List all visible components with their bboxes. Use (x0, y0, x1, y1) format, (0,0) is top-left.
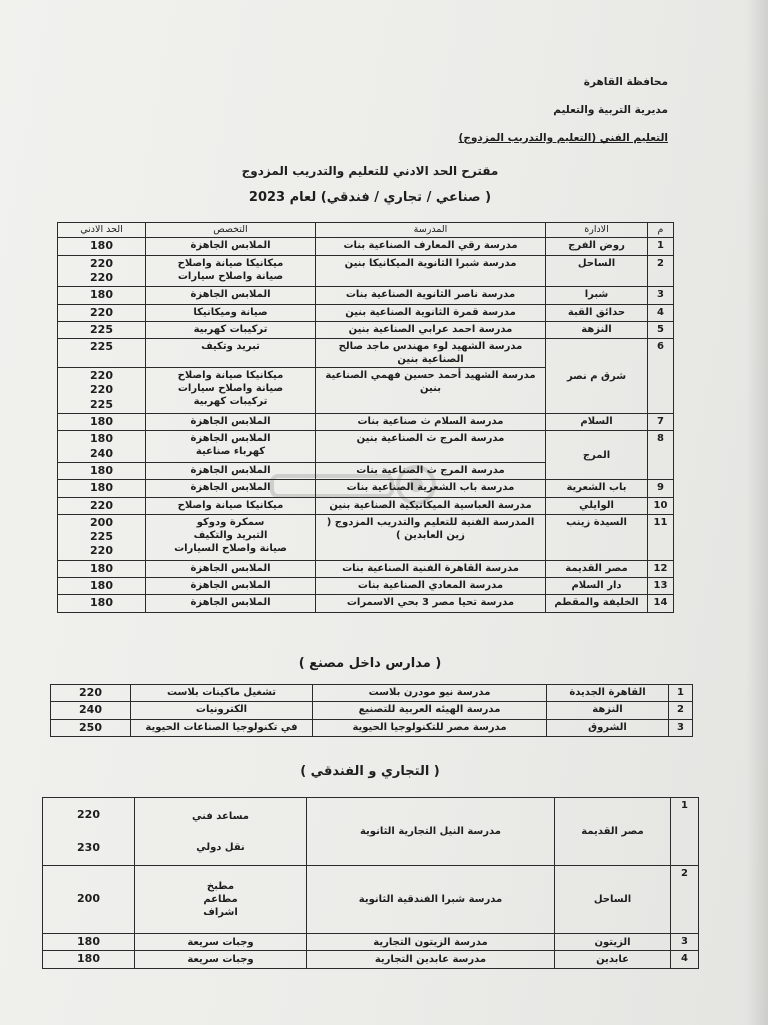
col-header-administration: الادارة (546, 223, 648, 238)
row-specialty-line: تركيبات كهربية (193, 396, 268, 408)
row-specialty-line: صيانة واصلاح السيارات (174, 542, 287, 554)
row-minimum-line: 220 (90, 498, 113, 512)
row-school: مدرسة الشهيد أحمد حسين فهمي الصناعية بنين (316, 368, 546, 414)
row-minimum (58, 431, 146, 463)
row-minimum (58, 480, 146, 497)
row-administration: النزهة (546, 321, 648, 338)
row-minimum (58, 255, 146, 287)
table-row (58, 577, 674, 594)
row-number: 3 (669, 719, 693, 736)
row-school: مدرسة باب الشعرية الصناعية بنات (316, 480, 546, 497)
row-administration: شرق م نصر (546, 339, 648, 414)
row-minimum (58, 595, 146, 612)
row-school: مدرسة نيو مودرن بلاست (313, 685, 547, 702)
row-specialty (146, 368, 316, 414)
row-minimum-line: 180 (90, 463, 113, 477)
row-school: مدرسة المعادي الصناعية بنات (316, 577, 546, 594)
row-specialty-line: صيانة وميكانيكا (193, 306, 268, 318)
table-row (43, 951, 699, 968)
row-specialty (146, 514, 316, 560)
row-number: 2 (648, 255, 674, 287)
row-specialty-line: اشراف (203, 907, 238, 918)
row-number: 14 (648, 595, 674, 612)
row-school: مدرسة الشهيد لوء مهندس ماجد صالح الصناعية بنين (316, 339, 546, 368)
row-administration: الساحل (546, 255, 648, 287)
row-school: مدرسة الزيتون التجارية (307, 934, 555, 951)
table-row (58, 431, 674, 463)
header-governorate: محافظة القاهرة (583, 76, 668, 88)
row-minimum (43, 798, 135, 866)
row-school: مدرسة مصر للتكنولوجيا الحيوية (313, 719, 547, 736)
row-school: مدرسة القاهرة الفنية الصناعية بنات (316, 560, 546, 577)
row-minimum-line: 225 (90, 340, 113, 354)
row-specialty-line: وجبات سريعة (187, 936, 254, 948)
table-row (51, 685, 693, 702)
row-specialty-line: تركيبات كهربية (193, 323, 268, 335)
row-number: 9 (648, 480, 674, 497)
row-school: مدرسة احمد عرابي الصناعية بنين (316, 321, 546, 338)
row-minimum-line: 180 (77, 952, 100, 966)
row-specialty (135, 866, 307, 934)
row-minimum-line: 180 (90, 239, 113, 253)
row-minimum-line: 230 (77, 840, 100, 854)
row-specialty-line: الملابس الجاهزة (190, 240, 271, 252)
row-minimum: 220 (51, 685, 131, 702)
row-number: 1 (669, 685, 693, 702)
row-minimum (58, 287, 146, 304)
table-row (58, 595, 674, 612)
row-specialty (146, 238, 316, 255)
row-specialty-line: وجبات سريعة (187, 953, 254, 965)
row-minimum-line: 200 (77, 892, 100, 906)
row-specialty (135, 798, 307, 866)
row-specialty-line: كهرباء صناعية (195, 446, 266, 458)
table-row (43, 798, 699, 866)
row-specialty-line: مطاعم (203, 894, 238, 905)
col-header-school: المدرسة (316, 223, 546, 238)
row-minimum (58, 462, 146, 479)
header-department: التعليم الفني (التعليم والتدريب المزدوج) (458, 132, 668, 144)
row-specialty-line: مطبخ (206, 881, 235, 892)
row-minimum: 240 (51, 702, 131, 719)
row-specialty (146, 577, 316, 594)
row-number: 7 (648, 414, 674, 431)
row-minimum (58, 339, 146, 368)
table-row (58, 339, 674, 368)
table-row (58, 304, 674, 321)
row-specialty (135, 951, 307, 968)
row-minimum-line: 180 (90, 481, 113, 495)
row-administration: مصر القديمة (546, 560, 648, 577)
row-number: 5 (648, 321, 674, 338)
row-specialty-line: الملابس الجاهزة (190, 289, 271, 301)
row-specialty (146, 560, 316, 577)
row-specialty: تشغيل ماكينات بلاست (131, 685, 313, 702)
row-minimum (43, 934, 135, 951)
row-minimum-line: 220 (77, 808, 100, 822)
row-specialty (135, 934, 307, 951)
table-row (51, 702, 693, 719)
row-specialty-line: ميكانيكا صيانة واصلاح (177, 370, 284, 382)
row-school: مدرسة شبرا الثانوية الميكانيكا بنين (316, 255, 546, 287)
row-specialty: الكترونيات (131, 702, 313, 719)
table-row (58, 287, 674, 304)
col-header-specialty: التخصص (146, 223, 316, 238)
row-administration: روض الفرج (546, 238, 648, 255)
row-specialty (146, 255, 316, 287)
row-administration: الخليفة والمقطم (546, 595, 648, 612)
row-minimum (58, 560, 146, 577)
table-row (58, 514, 674, 560)
table-row (58, 480, 674, 497)
row-minimum (58, 414, 146, 431)
row-specialty (146, 287, 316, 304)
document-title: مقترح الحد الادني للتعليم والتدريب المزدوج (241, 164, 499, 178)
row-administration: دار السلام (546, 577, 648, 594)
row-minimum-line: 225 (90, 397, 113, 411)
row-specialty (146, 462, 316, 479)
row-specialty-line: صيانة واصلاح سيارات (177, 383, 284, 395)
row-administration: الوايلي (546, 497, 648, 514)
row-minimum (43, 951, 135, 968)
row-minimum (58, 577, 146, 594)
row-school: المدرسة الفنية للتعليم والتدريب المزدوج ( زين العابدين ) (316, 514, 546, 560)
row-minimum-line: 220 (90, 256, 113, 270)
row-specialty-line: الملابس الجاهزة (190, 416, 271, 428)
row-administration: مصر القديمة (555, 798, 671, 866)
row-number: 12 (648, 560, 674, 577)
row-number: 1 (648, 238, 674, 255)
row-number: 3 (648, 287, 674, 304)
row-minimum-line: 240 (90, 446, 113, 460)
row-school: مدرسة رقي المعارف الصناعية بنات (316, 238, 546, 255)
row-school: مدرسة الهيئه العربية للتصنيع (313, 702, 547, 719)
table-row (58, 414, 674, 431)
row-minimum-line: 220 (90, 270, 113, 284)
row-school: مدرسة المرج ث الصناعية بنات (316, 462, 546, 479)
row-school: مدرسة العباسية الميكانيكية الصناعية بنين (316, 497, 546, 514)
row-minimum-line: 180 (90, 578, 113, 592)
row-administration: النزهة (547, 702, 669, 719)
row-specialty-line: سمكرة ودوكو (196, 516, 265, 528)
row-minimum-line: 180 (90, 288, 113, 302)
row-minimum (58, 238, 146, 255)
row-school: مدرسة شبرا الفندقية الثانوية (307, 866, 555, 934)
commercial-hotel-table (42, 797, 699, 969)
section-commercial-hotel-title: ( التجاري و الفندقي ) (300, 764, 440, 779)
row-number: 1 (671, 798, 699, 866)
row-number: 13 (648, 577, 674, 594)
row-minimum-line: 180 (90, 432, 113, 446)
min-scores-table (57, 222, 674, 613)
row-administration: القاهرة الجديدة (547, 685, 669, 702)
row-minimum (58, 304, 146, 321)
row-administration: حدائق القبة (546, 304, 648, 321)
table-row (58, 238, 674, 255)
row-specialty-line: التبريد والتكيف (193, 529, 268, 541)
row-specialty: في تكنولوجيا الصناعات الحيوية (131, 719, 313, 736)
col-header-number: م (648, 223, 674, 238)
row-specialty-line: الملابس الجاهزة (190, 482, 271, 494)
table-row (58, 255, 674, 287)
row-minimum-line: 220 (90, 544, 113, 558)
row-minimum-line: 180 (77, 935, 100, 948)
row-number: 10 (648, 497, 674, 514)
factory-schools-table (50, 684, 693, 737)
row-minimum-line: 220 (90, 383, 113, 397)
row-administration: شبرا (546, 287, 648, 304)
row-number: 8 (648, 431, 674, 480)
section-factory-schools-title: ( مدارس داخل مصنع ) (298, 656, 442, 671)
row-specialty (146, 480, 316, 497)
row-number: 2 (671, 866, 699, 934)
row-administration: باب الشعرية (546, 480, 648, 497)
row-number: 3 (671, 934, 699, 951)
row-minimum (58, 497, 146, 514)
row-number: 11 (648, 514, 674, 560)
row-specialty-line: الملابس الجاهزة (190, 579, 271, 591)
row-administration: عابدين (555, 951, 671, 968)
row-minimum-line: 225 (90, 530, 113, 544)
row-administration: الشروق (547, 719, 669, 736)
row-minimum-line: 225 (90, 322, 113, 336)
row-minimum (58, 514, 146, 560)
row-specialty (146, 431, 316, 463)
table-row (43, 866, 699, 934)
page-edge-shadow (746, 0, 768, 1025)
row-specialty-line: نقل دولي (196, 841, 245, 853)
row-minimum (43, 866, 135, 934)
row-specialty-line: تبريد وتكيف (201, 341, 260, 353)
row-specialty-line: الملابس الجاهزة (190, 562, 271, 574)
row-number: 6 (648, 339, 674, 414)
row-administration: السيدة زينب (546, 514, 648, 560)
row-minimum-line: 180 (90, 561, 113, 575)
row-specialty (146, 497, 316, 514)
row-administration: الساحل (555, 866, 671, 934)
row-specialty (146, 304, 316, 321)
row-administration: السلام (546, 414, 648, 431)
table-row (58, 560, 674, 577)
table-row (58, 497, 674, 514)
row-minimum-line: 180 (90, 596, 113, 610)
row-specialty-line: الملابس الجاهزة (190, 597, 271, 609)
row-minimum (58, 368, 146, 414)
row-school: مدرسة عابدين التجارية (307, 951, 555, 968)
row-specialty-line: مساعد فني (192, 810, 249, 822)
row-school: مدرسة السلام ث صناعية بنات (316, 414, 546, 431)
row-school: مدرسة قمرة الثانوية الصناعية بنين (316, 304, 546, 321)
document-subtitle: ( صناعي / تجاري / فندقي) لعام 2023 (248, 190, 492, 205)
row-specialty (146, 321, 316, 338)
row-school: مدرسة النيل التجارية الثانوية (307, 798, 555, 866)
row-number: 2 (669, 702, 693, 719)
row-minimum-line: 220 (90, 369, 113, 383)
row-specialty-line: ميكانيكا صيانة واصلاح (177, 499, 284, 511)
row-number: 4 (648, 304, 674, 321)
row-specialty-line: الملابس الجاهزة (190, 464, 271, 476)
row-specialty-line: صيانة واصلاح سيارات (177, 270, 284, 282)
table-row (58, 321, 674, 338)
col-header-minimum: الحد الادني (58, 223, 146, 238)
row-minimum (58, 321, 146, 338)
row-school: مدرسة ناصر الثانوية الصناعية بنات (316, 287, 546, 304)
table-header-row (58, 223, 674, 238)
row-school: مدرسة المرج ث الصناعية بنين (316, 431, 546, 463)
row-administration: الزيتون (555, 934, 671, 951)
row-specialty-line: الملابس الجاهزة (190, 433, 271, 445)
row-specialty (146, 414, 316, 431)
row-minimum-line: 180 (90, 415, 113, 429)
header-directorate: مديرية التربية والتعليم (553, 104, 668, 116)
table-row (51, 719, 693, 736)
row-minimum-line: 220 (90, 305, 113, 319)
table-row (43, 934, 699, 951)
row-administration: المرج (546, 431, 648, 480)
row-minimum: 250 (51, 719, 131, 736)
row-specialty (146, 595, 316, 612)
row-specialty (146, 339, 316, 368)
row-specialty-line: ميكانيكا صيانة واصلاح (177, 257, 284, 269)
row-minimum-line: 200 (90, 515, 113, 529)
row-number: 4 (671, 951, 699, 968)
row-school: مدرسة تحيا مصر 3 بحي الاسمرات (316, 595, 546, 612)
